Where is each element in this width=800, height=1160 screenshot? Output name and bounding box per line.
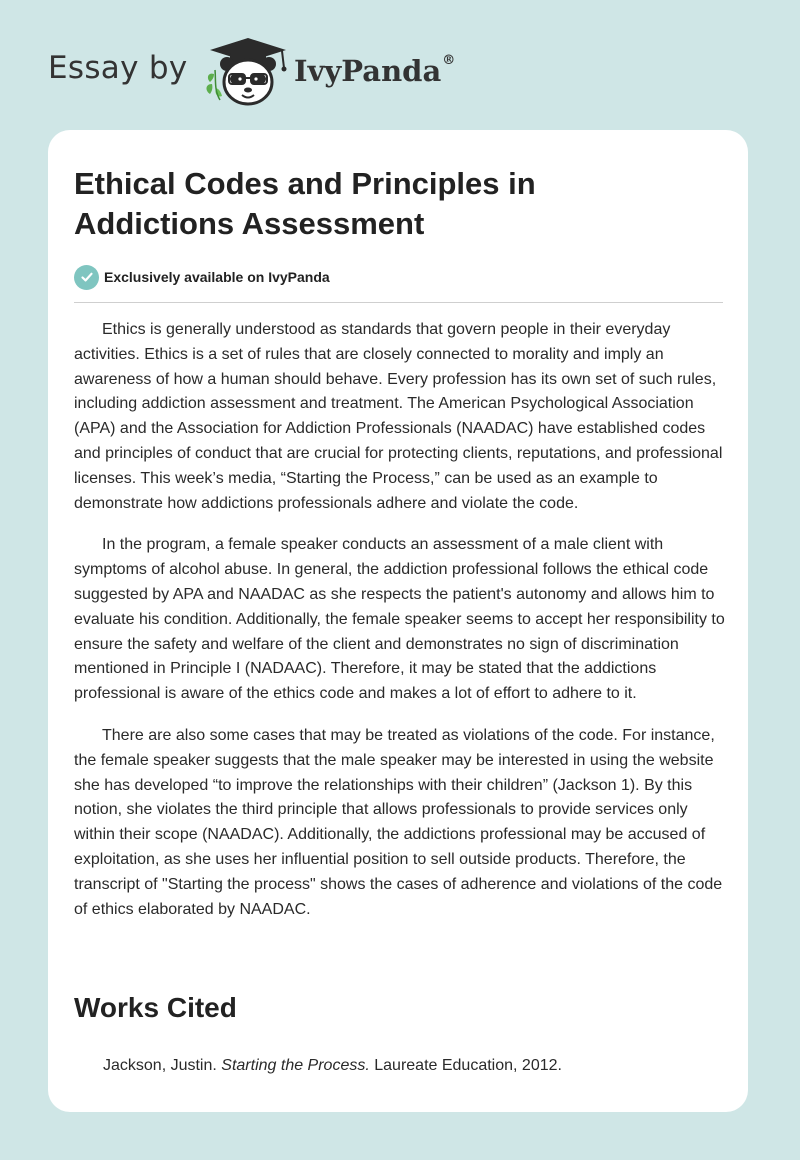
registered-mark: ®	[442, 53, 456, 69]
ivypanda-logo[interactable]	[200, 34, 296, 108]
panda-graduate-icon	[200, 34, 296, 108]
essay-card	[48, 130, 748, 1112]
check-circle-icon	[74, 265, 99, 290]
brand-text: IvyPanda	[294, 54, 442, 88]
title-divider	[74, 302, 723, 303]
works-cited-heading: Works Cited	[74, 992, 237, 1023]
paragraph: In the program, a female speaker conducts an assessment of a male client with symptoms of alcohol abuse. In general, the addiction professional follows the ethical code suggested by APA and NAADAC as she respects the patient's autonomy and allows him to evaluate his condition. Additionally, the female speaker seems to accept her responsibility to ensure the safety and welfare of the client and demonstrates no sign of discrimination mentioned in Principle I (NADAAC). Therefore, it may be stated that the addictions professional is aware of the ethics code and makes a lot of effort to adhere to it.	[74, 536, 725, 703]
ivy-leaf-icon	[206, 70, 222, 100]
essay-title: Ethical Codes and Principles in Addictions Assessment	[74, 166, 536, 241]
panda-face-icon	[220, 57, 276, 104]
paragraph: Ethics is generally understood as standards that govern people in their everyday activities. Ethics is a set of rules that are closely connected to morality and imply an awareness of how a human should behave. Every profession has its own set of such rules, including addiction assessment and treatment. The American Psychological Association (APA) and the Association for Addiction Professionals (NAADAC) have established codes and principles of conduct that are crucial for protecting clients, reputations, and professional licenses. This week’s media, “Starting the Process,” can be used as an example to demonstrate how addictions professionals adhere and violate the code.	[74, 321, 723, 512]
exclusive-badge	[74, 264, 330, 290]
citation-publisher: Laureate Education, 2012.	[374, 1057, 562, 1074]
paragraph: There are also some cases that may be treated as violations of the code. For instance, the female speaker suggests that the male speaker may be interested in using the website she has developed “to improve the relationships with their children” (Jackson 1). By this notion, she violates the third principle that allows professionals to provide services only within their scope (NAADAC). Additionally, the addictions professional may be accused of exploitation, as she uses her influential position to sell outside products. Therefore, the transcript of "Starting the process" shows the cases of adherence and violations of the code of ethics elaborated by NAADAC.	[74, 726, 723, 918]
brand-name[interactable]	[294, 54, 455, 88]
citation-work: Starting the Process.	[221, 1057, 370, 1074]
exclusive-badge-label: Exclusively available on IvyPanda	[104, 269, 330, 285]
essay-body	[74, 318, 726, 939]
citation-author: Jackson, Justin.	[103, 1057, 217, 1074]
site-header	[0, 0, 800, 130]
essay-by-label: Essay by	[48, 50, 188, 86]
citation-entry	[103, 1054, 562, 1078]
